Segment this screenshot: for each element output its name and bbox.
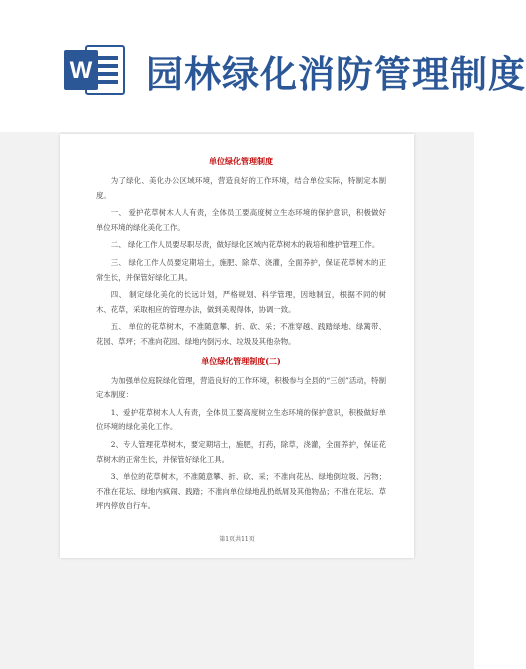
document-title: 园林绿化消防管理制度 [146, 53, 526, 96]
preview-banner [0, 0, 526, 132]
document-body [96, 152, 386, 517]
paragraph: 为了绿化、美化办公区域环境，营造良好的工作环境，结合单位实际，特制定本制度。 [96, 176, 386, 200]
paragraph: 五、 单位的花草树木，不准随意攀、折、砍、采；不准穿越、践踏绿地、绿篱带、花园、草坪；不准向花园、绿地内倒污水、垃圾及其他杂物。 [96, 322, 386, 346]
section-title: 单位绿化管理制度(二) [201, 355, 281, 366]
word-logo-letter: W [69, 57, 93, 84]
word-document-icon [62, 42, 126, 98]
paragraph: 1、爱护花草树木人人有责，全体员工要高度树立生态环境的保护意识，积极做好单位环境的绿化美化工作。 [96, 407, 386, 432]
paragraph: 三、 绿化工作人员要定期培土，施肥、除草、浇灌，全面养护，保证花草树木的正常生长，并保管好绿化工具。 [96, 257, 386, 282]
paragraph: 为加强单位庭院绿化管理，营造良好的工作环境，积极参与全县的“三创”活动，特制定本制度： [96, 375, 386, 400]
paragraph: 二、 绿化工作人员要尽职尽责，做好绿化区域内花草树木的栽培和维护管理工作。 [110, 240, 380, 250]
paragraph: 一、 爱护花草树木人人有责，全体员工要高度树立生态环境的保护意识，积极做好单位环境的绿化美化工作。 [96, 208, 386, 232]
section-title: 单位绿化管理制度 [209, 156, 273, 166]
page-number: 第1页共11页 [219, 536, 255, 543]
paragraph: 四、 制定绿化美化的长远计划，严格规划、科学管理，因地制宜，根据不同的树木、花草，采取相应的管理办法，做到美观得体，协调一致。 [96, 290, 386, 314]
paragraph: 3、单位的花草树木，不准随意攀、折、砍、采；不准向花丛、绿地倒垃圾、污物；不准在花坛、绿地内疯闹、践踏；不准向单位绿地乱扔纸屑及其他物品；不准在花坛、草坪内停放自行车。 [96, 472, 386, 511]
paragraph: 2、专人管理花草树木，要定期培土，施肥，打药，除草，浇灌，全面养护，保证花草树木的正常生长，并保管好绿化工具。 [96, 439, 386, 464]
